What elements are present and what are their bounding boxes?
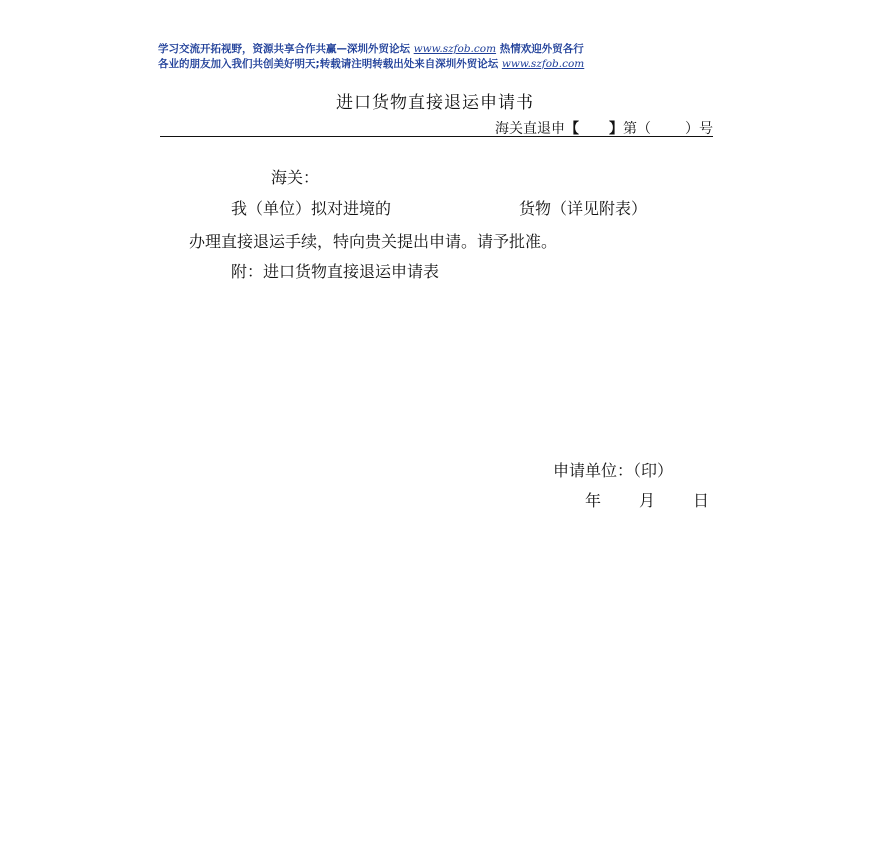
ref-close-bracket: 】 bbox=[609, 121, 623, 137]
body-line-2: 办理直接退运手续，特向贵关提出申请。请予批准。 bbox=[189, 232, 558, 251]
reference-number-line bbox=[160, 118, 713, 137]
date-month: 月 bbox=[639, 491, 656, 510]
document-title: 进口货物直接退运申请书 bbox=[336, 93, 534, 113]
banner-text-2: 各业的朋友加入我们共创美好明天;转载请注明转载出处来自深圳外贸论坛 bbox=[158, 58, 502, 70]
body-line-1 bbox=[231, 196, 647, 219]
date-year: 年 bbox=[585, 491, 602, 510]
forum-link-1[interactable]: www.szfob.com bbox=[413, 43, 497, 55]
ref-open-bracket: 【 bbox=[565, 121, 579, 137]
applicant-seal: 申请单位：（印） bbox=[553, 461, 674, 480]
banner-line-1 bbox=[158, 42, 718, 57]
body-line-1-start: 我（单位）拟对进境的 bbox=[231, 199, 392, 218]
ref-di: 第（ bbox=[623, 121, 651, 137]
banner-text-1-tail: 热情欢迎外贸各行 bbox=[496, 43, 584, 55]
date-day: 日 bbox=[693, 491, 710, 510]
ref-prefix: 海关直退申 bbox=[495, 121, 565, 137]
date-row bbox=[585, 488, 709, 511]
body-line-1-end: 货物（详见附表） bbox=[519, 199, 648, 218]
attachment-line: 附：进口货物直接退运申请表 bbox=[231, 262, 440, 281]
ref-hao: ）号 bbox=[685, 121, 713, 137]
addressee: 海关： bbox=[271, 168, 320, 187]
forum-link-2[interactable]: www.szfob.com bbox=[501, 58, 585, 70]
forum-banner bbox=[158, 42, 718, 72]
banner-text-1: 学习交流开拓视野，资源共享合作共赢—深圳外贸论坛 bbox=[158, 43, 414, 55]
banner-line-2 bbox=[158, 57, 718, 72]
